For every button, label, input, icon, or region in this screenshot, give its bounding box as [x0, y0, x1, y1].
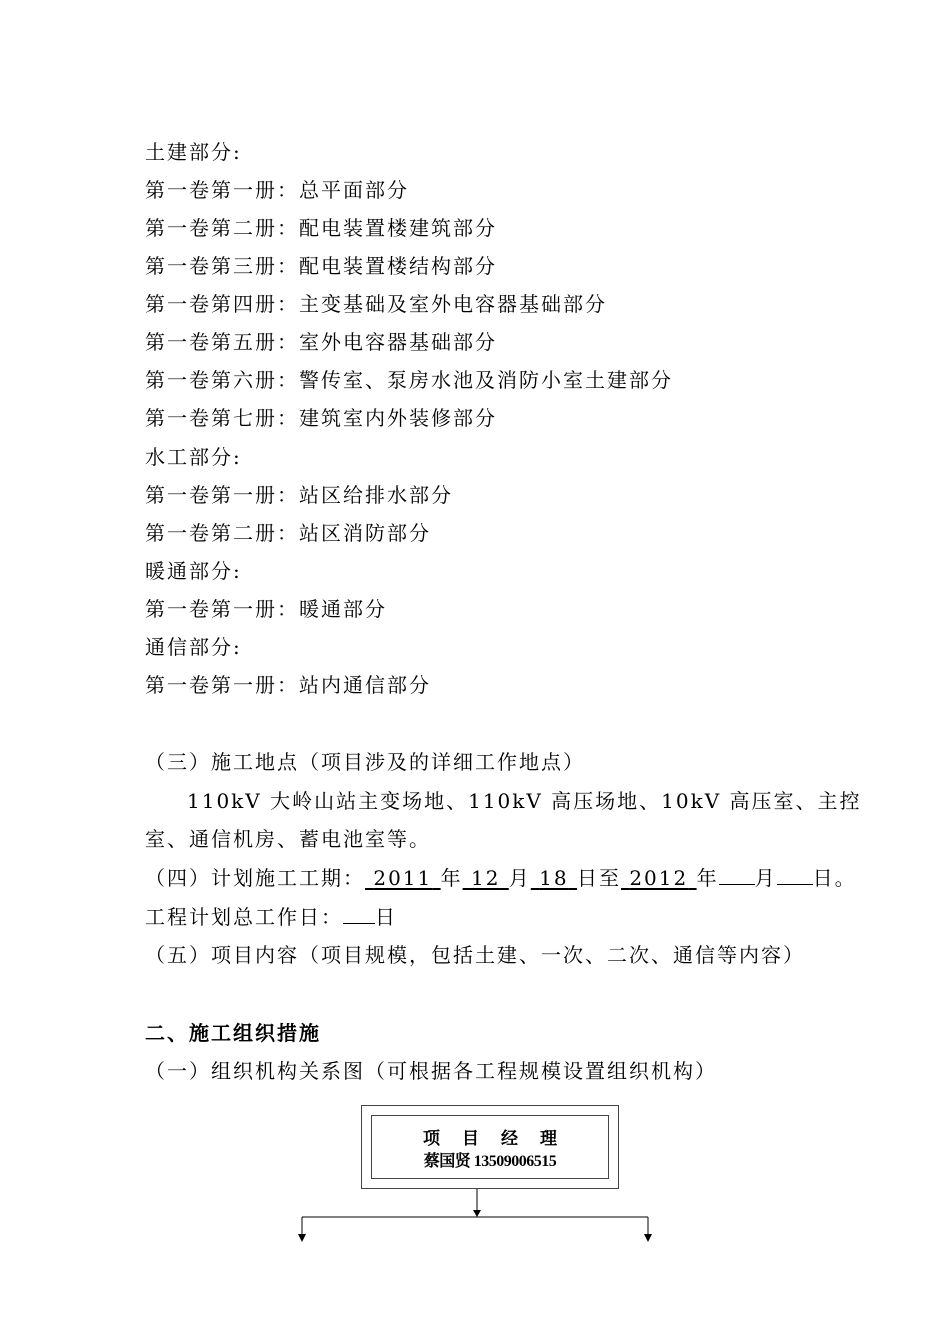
water-item-2: 第一卷第二册：站区消防部分 — [145, 521, 431, 545]
hvac-heading: 暖通部分: — [145, 559, 242, 583]
comm-heading: 通信部分: — [145, 635, 242, 659]
org-left-arrow — [298, 1234, 306, 1242]
schedule-year-char: 年 — [440, 866, 463, 890]
site-line-2: 室、通信机房、蓄电池室等。 — [145, 827, 431, 851]
water-heading: 水工部分: — [145, 445, 242, 469]
section2-subheading: （一）组织机构关系图（可根据各工程规模设置组织机构） — [145, 1059, 717, 1083]
schedule-end-suffix: 日。 — [812, 866, 857, 890]
schedule-end-year: 2012 — [629, 866, 689, 890]
total-days-prefix: 工程计划总工作日： — [145, 905, 343, 929]
water-item-1: 第一卷第一册：站区给排水部分 — [145, 483, 453, 507]
site-line-1: 110kV 大岭山站主变场地、110kV 高压场地、10kV 高压室、主控 — [187, 789, 862, 813]
civil-item-3: 第一卷第三册：配电装置楼结构部分 — [145, 254, 497, 278]
civil-item-2: 第一卷第二册：配电装置楼建筑部分 — [145, 216, 497, 240]
content-heading: （五）项目内容（项目规模，包括土建、一次、二次、通信等内容） — [145, 943, 805, 967]
schedule-end-year-char: 年 — [696, 866, 719, 890]
schedule-prefix: （四）计划施工工期： — [145, 866, 365, 890]
comm-item-1: 第一卷第一册：站内通信部分 — [145, 673, 431, 697]
civil-item-1: 第一卷第一册：总平面部分 — [145, 178, 409, 202]
civil-item-7: 第一卷第七册：建筑室内外装修部分 — [145, 406, 497, 430]
civil-item-4: 第一卷第四册：主变基础及室外电容器基础部分 — [145, 292, 607, 316]
civil-heading: 土建部分: — [145, 140, 242, 164]
schedule-start-year: 2011 — [373, 866, 433, 890]
schedule-month-char: 月 — [508, 866, 531, 890]
schedule-start-month: 12 — [470, 866, 501, 890]
civil-item-5: 第一卷第五册：室外电容器基础部分 — [145, 330, 497, 354]
section2-title: 二、施工组织措施 — [145, 1021, 321, 1045]
hvac-item-1: 第一卷第一册：暖通部分 — [145, 597, 387, 621]
org-top-name: 蔡国贤 13509006515 — [423, 1153, 557, 1170]
org-stem-arrow — [473, 1210, 481, 1217]
schedule-end-month-char: 月 — [754, 866, 777, 890]
site-heading: （三）施工地点（项目涉及的详细工作地点） — [145, 750, 585, 774]
civil-item-6: 第一卷第六册：警传室、泵房水池及消防小室土建部分 — [145, 368, 673, 392]
schedule-start-day: 18 — [539, 866, 569, 890]
total-days-suffix: 日 — [375, 905, 397, 929]
org-top-title: 项目经理 — [423, 1129, 579, 1149]
schedule-day-to: 日至 — [576, 866, 621, 890]
org-right-arrow — [644, 1234, 652, 1242]
